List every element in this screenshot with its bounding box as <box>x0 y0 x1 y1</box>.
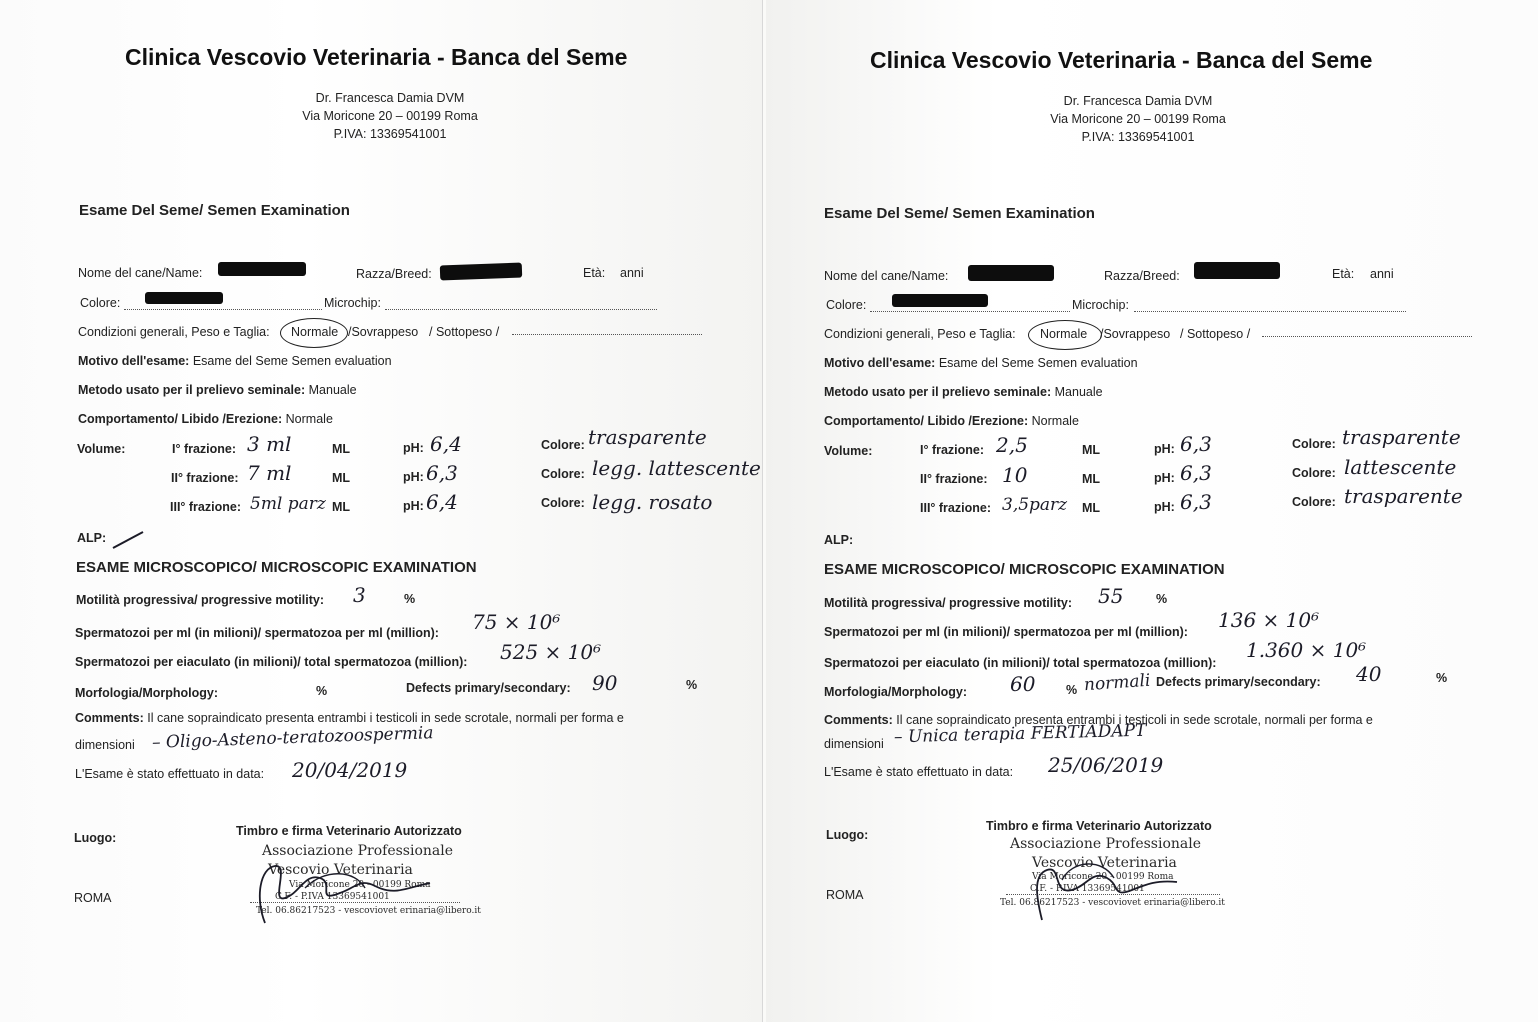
stamp-line-3: Via Moricone 20 - 00199 Roma <box>1032 872 1174 882</box>
section-title: Esame Del Seme/ Semen Examination <box>79 202 350 219</box>
redacted-breed <box>440 263 522 281</box>
color-value-2: lattescente <box>1344 455 1457 479</box>
clinic-address: Via Moricone 20 – 00199 Roma <box>302 109 478 123</box>
ml-unit-2: ML <box>1082 472 1101 486</box>
alp-label: ALP: <box>77 531 107 545</box>
reason-value: Esame del Seme Semen evaluation <box>192 354 392 368</box>
fraction2-label: II° frazione: <box>171 471 239 485</box>
fraction1-volume: 2,5 <box>996 433 1028 457</box>
volume-label: Volume: <box>77 442 126 456</box>
microchip-label: Microchip: <box>1072 298 1129 312</box>
morphology-label: Morfologia/Morphology: <box>75 686 219 700</box>
alp-label: ALP: <box>824 533 854 547</box>
motility-value: 3 <box>353 583 366 607</box>
color-value-3: trasparente <box>1344 484 1463 508</box>
breed-label: Razza/Breed: <box>1104 269 1180 283</box>
ml-unit-2: ML <box>332 471 351 485</box>
normal-option: Normale <box>1040 327 1088 341</box>
ph-value-3: 6,3 <box>1180 490 1212 514</box>
color-value-1: trasparente <box>1342 425 1461 449</box>
reason-value: Esame del Seme Semen evaluation <box>938 356 1138 370</box>
color-label-3: Colore: <box>1292 495 1336 509</box>
color-value-3: legg. rosato <box>592 490 713 514</box>
clinic-address: Via Moricone 20 – 00199 Roma <box>1050 112 1226 126</box>
ml-unit-3: ML <box>1082 501 1101 515</box>
behaviour-label: Comportamento/ Libido /Erezione: <box>78 412 283 426</box>
redacted-name <box>968 265 1054 281</box>
defects-label: Defects primary/secondary: <box>1156 675 1321 689</box>
dog-name-label: Nome del cane/Name: <box>78 266 203 280</box>
date-label: L'Esame è stato effettuato in data: <box>75 767 265 781</box>
comments-text: Il cane sopraindicato presenta entrambi i testicoli in sede scrotale, normali per forma e <box>896 713 1373 727</box>
color-label-1: Colore: <box>541 438 585 452</box>
concentration-label: Spermatozoi per ml (in milioni)/ spermatozoa per ml (million): <box>824 625 1188 639</box>
color-value-1: trasparente <box>588 425 707 449</box>
microchip-label: Microchip: <box>324 296 381 310</box>
ph-label-3: pH: <box>403 499 424 513</box>
redacted-name <box>218 262 306 276</box>
stamp-line-2: Vescovio Veterinaria <box>268 862 413 878</box>
dimensions-label: dimensioni <box>75 738 135 752</box>
ph-value-2: 6,3 <box>1180 461 1212 485</box>
method-value: Manuale <box>308 383 357 397</box>
place-label: Luogo: <box>74 831 117 845</box>
fraction3-volume: 5ml parz <box>250 494 326 514</box>
behaviour-label: Comportamento/ Libido /Erezione: <box>824 414 1029 428</box>
redacted-breed <box>1194 262 1280 279</box>
fraction2-volume: 7 ml <box>247 461 292 485</box>
stamp-line-4: C.F. - P.IVA 13369541001 <box>1030 884 1145 894</box>
color-label-3: Colore: <box>541 496 585 510</box>
morphology-value: 60 <box>1010 672 1036 696</box>
reason-label: Motivo dell'esame: <box>78 354 190 368</box>
diagnosis-text: – Unica terapia FERTIADAPT <box>893 720 1147 748</box>
ph-label-2: pH: <box>1154 471 1175 485</box>
left-document-page <box>0 0 763 1022</box>
stamp-line-4: C.F. - P.IVA 13369541001 <box>275 892 390 902</box>
morphology-label: Morfologia/Morphology: <box>824 685 968 699</box>
conditions-label: Condizioni generali, Peso e Taglia: <box>78 325 270 339</box>
age-unit: anni <box>620 266 644 280</box>
color-label-2: Colore: <box>1292 466 1336 480</box>
ml-unit-1: ML <box>1082 443 1101 457</box>
normal-option: Normale <box>291 325 339 339</box>
ph-value-2: 6,3 <box>426 461 458 485</box>
date-label: L'Esame è stato effettuato in data: <box>824 765 1014 779</box>
motility-label: Motilità progressiva/ progressive motility: <box>76 593 324 607</box>
section-title: Esame Del Seme/ Semen Examination <box>824 205 1095 222</box>
concentration-value: 75 × 10⁶ <box>472 610 561 634</box>
exam-date: 20/04/2019 <box>292 758 408 782</box>
fraction1-label: I° frazione: <box>920 443 985 457</box>
color-value-2: legg. lattescente <box>592 456 761 480</box>
alp-dash-mark <box>110 528 146 552</box>
concentration-value: 136 × 10⁶ <box>1218 608 1320 632</box>
total-label: Spermatozoi per eiaculato (in milioni)/ total spermatozoa (million): <box>75 655 468 669</box>
ml-unit-3: ML <box>332 500 351 514</box>
doctor-name: Dr. Francesca Damia DVM <box>315 91 465 105</box>
overweight-option: /Sovrappeso <box>348 325 419 339</box>
behaviour-value: Normale <box>285 412 333 426</box>
stamp-line-2: Vescovio Veterinaria <box>1032 855 1177 871</box>
comments-text: Il cane sopraindicato presenta entrambi i testicoli in sede scrotale, normali per forma e <box>147 711 624 725</box>
overweight-option: /Sovrappeso <box>1100 327 1171 341</box>
fraction3-label: III° frazione: <box>920 501 991 515</box>
ml-unit-1: ML <box>332 442 351 456</box>
dog-name-label: Nome del cane/Name: <box>824 269 949 283</box>
morphology-note: normali <box>1083 670 1152 696</box>
total-value: 1.360 × 10⁶ <box>1246 638 1367 662</box>
method-value: Manuale <box>1054 385 1103 399</box>
ph-label-1: pH: <box>403 441 424 455</box>
conditions-label: Condizioni generali, Peso e Taglia: <box>824 327 1016 341</box>
stamp-label: Timbro e firma Veterinario Autorizzato <box>986 819 1212 833</box>
fraction2-volume: 10 <box>1002 463 1028 487</box>
ph-value-3: 6,4 <box>426 490 458 514</box>
total-label: Spermatozoi per eiaculato (in milioni)/ total spermatozoa (million): <box>824 656 1217 670</box>
stamp-line-1: Associazione Professionale <box>1010 836 1202 852</box>
motility-label: Motilità progressiva/ progressive motility: <box>824 596 1072 610</box>
ph-value-1: 6,4 <box>430 432 462 456</box>
age-unit: anni <box>1370 267 1394 281</box>
clinic-title: Clinica Vescovio Veterinaria - Banca del Seme <box>870 47 1373 73</box>
method-label: Metodo usato per il prelievo seminale: <box>824 385 1052 399</box>
right-document-page <box>766 0 1538 1022</box>
dimensions-label: dimensioni <box>824 737 884 751</box>
motility-value: 55 <box>1098 584 1124 608</box>
defects-value: 90 <box>592 671 618 695</box>
fraction3-label: III° frazione: <box>170 500 241 514</box>
defects-value: 40 <box>1356 662 1382 686</box>
place-label: Luogo: <box>826 828 869 842</box>
defects-percent: % <box>1436 671 1448 685</box>
morphology-percent: % <box>316 684 328 698</box>
clinic-vat: P.IVA: 13369541001 <box>1081 130 1195 144</box>
stamp-line-5: Tel. 06.86217523 - vescoviovet erinaria@libero.it <box>256 906 481 916</box>
behaviour-value: Normale <box>1031 414 1079 428</box>
total-value: 525 × 10⁶ <box>500 640 602 664</box>
comments-label: Comments: <box>75 711 144 725</box>
age-label: Età: <box>1332 267 1355 281</box>
comments-label: Comments: <box>824 713 893 727</box>
clinic-vat: P.IVA: 13369541001 <box>333 127 447 141</box>
volume-label: Volume: <box>824 444 873 458</box>
signature <box>245 848 445 928</box>
color-label: Colore: <box>80 296 121 310</box>
color-label-2: Colore: <box>541 467 585 481</box>
ph-label-3: pH: <box>1154 500 1175 514</box>
motility-percent: % <box>1156 592 1168 606</box>
ph-label-2: pH: <box>403 470 424 484</box>
city: ROMA <box>826 888 864 902</box>
morphology-percent: % <box>1066 683 1078 697</box>
color-label-1: Colore: <box>1292 437 1336 451</box>
stamp-line-5: Tel. 06.86217523 - vescoviovet erinaria@libero.it <box>1000 898 1225 908</box>
breed-label: Razza/Breed: <box>356 267 432 281</box>
redacted-color <box>145 292 223 304</box>
fraction3-volume: 3,5parz <box>1002 495 1068 515</box>
fraction1-volume: 3 ml <box>247 432 292 456</box>
ph-label-1: pH: <box>1154 442 1175 456</box>
fraction2-label: II° frazione: <box>920 472 988 486</box>
fraction1-label: I° frazione: <box>172 442 237 456</box>
defects-percent: % <box>686 678 698 692</box>
microscopic-title: ESAME MICROSCOPICO/ MICROSCOPIC EXAMINATION <box>824 561 1225 578</box>
color-label: Colore: <box>826 298 867 312</box>
city: ROMA <box>74 891 112 905</box>
redacted-color <box>892 294 988 307</box>
reason-label: Motivo dell'esame: <box>824 356 936 370</box>
stamp-line-3: Via Moricone 20 - 00199 Roma <box>289 880 431 890</box>
method-label: Metodo usato per il prelievo seminale: <box>78 383 306 397</box>
defects-label: Defects primary/secondary: <box>406 681 571 695</box>
ph-value-1: 6,3 <box>1180 432 1212 456</box>
motility-percent: % <box>404 592 416 606</box>
microscopic-title: ESAME MICROSCOPICO/ MICROSCOPIC EXAMINATION <box>76 559 477 576</box>
clinic-title: Clinica Vescovio Veterinaria - Banca del Seme <box>125 44 628 70</box>
concentration-label: Spermatozoi per ml (in milioni)/ spermatozoa per ml (million): <box>75 626 439 640</box>
exam-date: 25/06/2019 <box>1048 753 1164 777</box>
underweight-option: / Sottopeso / <box>1180 327 1251 341</box>
age-label: Età: <box>583 266 606 280</box>
doctor-name: Dr. Francesca Damia DVM <box>1063 94 1213 108</box>
signature <box>1002 850 1202 925</box>
diagnosis-text: – Oligo-Asteno-teratozoospermia <box>151 723 434 753</box>
stamp-line-1: Associazione Professionale <box>262 843 454 859</box>
stamp-label: Timbro e firma Veterinario Autorizzato <box>236 824 462 838</box>
underweight-option: / Sottopeso / <box>429 325 500 339</box>
